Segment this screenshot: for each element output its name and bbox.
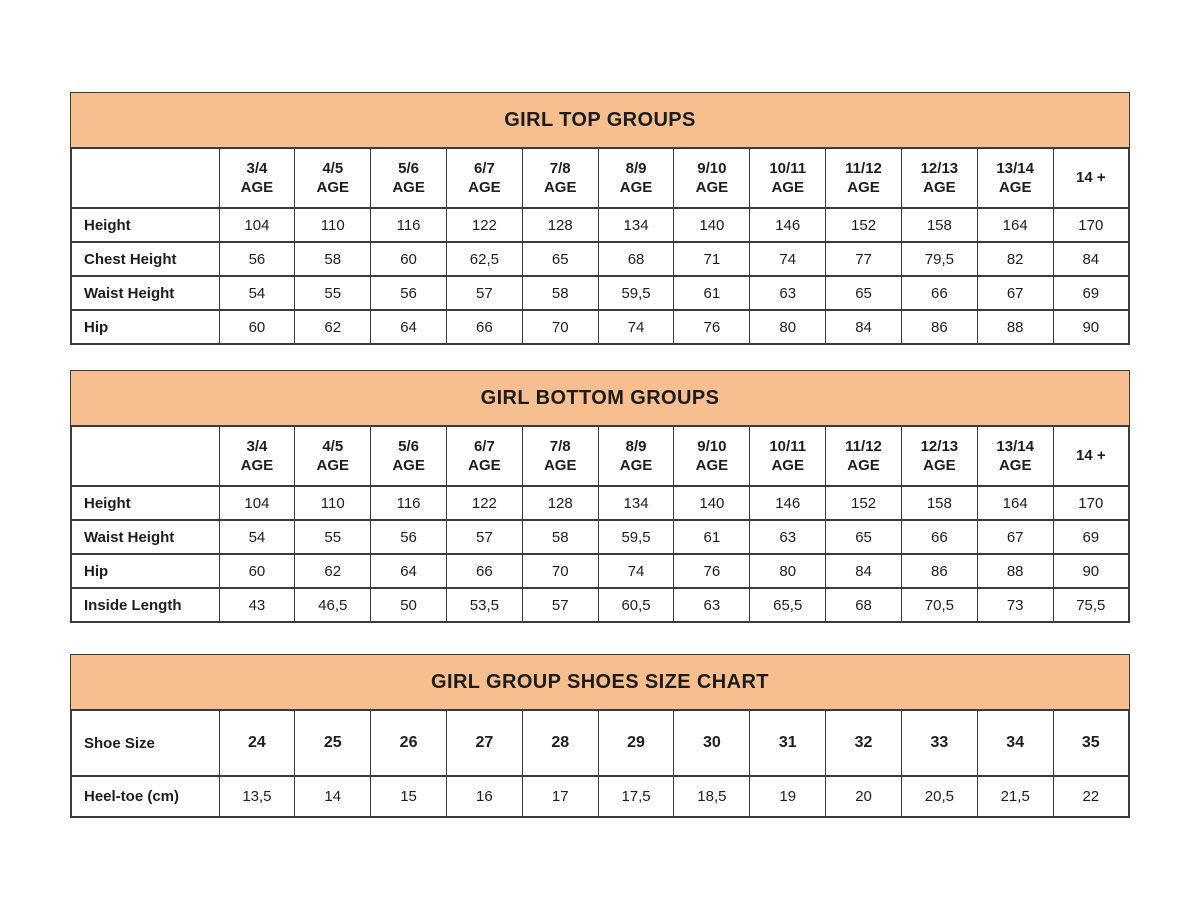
value-cell: 134 — [598, 486, 674, 520]
age-header-cell: 8/9 AGE — [598, 148, 674, 208]
value-cell: 62,5 — [446, 242, 522, 276]
value-cell: 62 — [295, 554, 371, 588]
value-cell: 90 — [1053, 310, 1129, 344]
age-header-row — [71, 148, 1129, 208]
value-cell: 90 — [1053, 554, 1129, 588]
value-cell: 86 — [901, 310, 977, 344]
value-cell: 82 — [977, 242, 1053, 276]
value-cell: 66 — [901, 520, 977, 554]
value-cell: 56 — [219, 242, 295, 276]
corner-cell — [71, 148, 219, 208]
value-cell: 59,5 — [598, 520, 674, 554]
age-header-cell: 9/10 AGE — [674, 426, 750, 486]
age-header-cell: 11/12 AGE — [826, 148, 902, 208]
age-header-cell: 12/13 AGE — [901, 426, 977, 486]
table-row — [71, 554, 1129, 588]
corner-cell — [71, 426, 219, 486]
value-cell: 32 — [826, 710, 902, 776]
value-cell: 24 — [219, 710, 295, 776]
age-header-cell: 13/14 AGE — [977, 426, 1053, 486]
value-cell: 77 — [826, 242, 902, 276]
value-cell: 17,5 — [598, 776, 674, 817]
table-row — [71, 208, 1129, 242]
value-cell: 58 — [295, 242, 371, 276]
value-cell: 58 — [522, 520, 598, 554]
value-cell: 56 — [371, 520, 447, 554]
value-cell: 65 — [522, 242, 598, 276]
value-cell: 57 — [522, 588, 598, 622]
value-cell: 88 — [977, 310, 1053, 344]
value-cell: 25 — [295, 710, 371, 776]
value-cell: 140 — [674, 486, 750, 520]
value-cell: 170 — [1053, 208, 1129, 242]
table-row — [71, 588, 1129, 622]
row-label: Shoe Size — [71, 710, 219, 776]
value-cell: 34 — [977, 710, 1053, 776]
value-cell: 66 — [901, 276, 977, 310]
value-cell: 31 — [750, 710, 826, 776]
value-cell: 128 — [522, 486, 598, 520]
value-cell: 116 — [371, 208, 447, 242]
value-cell: 33 — [901, 710, 977, 776]
value-cell: 74 — [750, 242, 826, 276]
value-cell: 68 — [598, 242, 674, 276]
table-row — [71, 310, 1129, 344]
value-cell: 59,5 — [598, 276, 674, 310]
table-row — [71, 486, 1129, 520]
value-cell: 164 — [977, 208, 1053, 242]
value-cell: 158 — [901, 486, 977, 520]
value-cell: 152 — [826, 208, 902, 242]
value-cell: 14 — [295, 776, 371, 817]
age-header-cell: 5/6 AGE — [371, 148, 447, 208]
value-cell: 69 — [1053, 520, 1129, 554]
value-cell: 57 — [446, 276, 522, 310]
value-cell: 63 — [674, 588, 750, 622]
value-cell: 86 — [901, 554, 977, 588]
value-cell: 30 — [674, 710, 750, 776]
value-cell: 62 — [295, 310, 371, 344]
value-cell: 28 — [522, 710, 598, 776]
row-label: Hip — [71, 554, 219, 588]
age-header-cell: 4/5 AGE — [295, 148, 371, 208]
row-label: Heel-toe (cm) — [71, 776, 219, 817]
table-row — [71, 276, 1129, 310]
table-row — [71, 520, 1129, 554]
value-cell: 13,5 — [219, 776, 295, 817]
age-header-cell: 12/13 AGE — [901, 148, 977, 208]
value-cell: 104 — [219, 486, 295, 520]
age-header-cell: 3/4 AGE — [219, 148, 295, 208]
value-cell: 43 — [219, 588, 295, 622]
value-cell: 26 — [371, 710, 447, 776]
age-header-cell: 11/12 AGE — [826, 426, 902, 486]
value-cell: 55 — [295, 520, 371, 554]
value-cell: 66 — [446, 310, 522, 344]
value-cell: 60 — [371, 242, 447, 276]
value-cell: 152 — [826, 486, 902, 520]
value-cell: 64 — [371, 554, 447, 588]
girl-shoes-size-table — [70, 709, 1130, 818]
value-cell: 74 — [598, 554, 674, 588]
value-cell: 65,5 — [750, 588, 826, 622]
value-cell: 21,5 — [977, 776, 1053, 817]
girl-top-groups-section — [70, 92, 1130, 345]
value-cell: 58 — [522, 276, 598, 310]
row-label: Chest Height — [71, 242, 219, 276]
value-cell: 67 — [977, 276, 1053, 310]
age-header-cell: 4/5 AGE — [295, 426, 371, 486]
age-header-cell: 3/4 AGE — [219, 426, 295, 486]
table-row — [71, 242, 1129, 276]
age-header-cell: 13/14 AGE — [977, 148, 1053, 208]
value-cell: 20 — [826, 776, 902, 817]
value-cell: 55 — [295, 276, 371, 310]
value-cell: 134 — [598, 208, 674, 242]
value-cell: 65 — [826, 276, 902, 310]
row-label: Height — [71, 208, 219, 242]
value-cell: 53,5 — [446, 588, 522, 622]
value-cell: 76 — [674, 310, 750, 344]
girl-shoes-size-section — [70, 654, 1130, 818]
value-cell: 128 — [522, 208, 598, 242]
value-cell: 140 — [674, 208, 750, 242]
value-cell: 70 — [522, 554, 598, 588]
value-cell: 20,5 — [901, 776, 977, 817]
value-cell: 88 — [977, 554, 1053, 588]
value-cell: 71 — [674, 242, 750, 276]
row-label: Height — [71, 486, 219, 520]
value-cell: 54 — [219, 520, 295, 554]
girl-bottom-groups-title: GIRL BOTTOM GROUPS — [70, 370, 1130, 425]
value-cell: 84 — [1053, 242, 1129, 276]
value-cell: 67 — [977, 520, 1053, 554]
value-cell: 70 — [522, 310, 598, 344]
value-cell: 65 — [826, 520, 902, 554]
value-cell: 15 — [371, 776, 447, 817]
value-cell: 50 — [371, 588, 447, 622]
value-cell: 158 — [901, 208, 977, 242]
table-row — [71, 710, 1129, 776]
age-header-cell: 6/7 AGE — [446, 148, 522, 208]
value-cell: 64 — [371, 310, 447, 344]
value-cell: 63 — [750, 520, 826, 554]
girl-bottom-groups-section — [70, 370, 1130, 623]
age-header-cell: 7/8 AGE — [522, 148, 598, 208]
value-cell: 79,5 — [901, 242, 977, 276]
girl-top-groups-title: GIRL TOP GROUPS — [70, 92, 1130, 147]
value-cell: 22 — [1053, 776, 1129, 817]
value-cell: 122 — [446, 486, 522, 520]
age-header-cell: 7/8 AGE — [522, 426, 598, 486]
value-cell: 46,5 — [295, 588, 371, 622]
row-label: Waist Height — [71, 520, 219, 554]
value-cell: 57 — [446, 520, 522, 554]
value-cell: 116 — [371, 486, 447, 520]
value-cell: 60 — [219, 554, 295, 588]
value-cell: 16 — [446, 776, 522, 817]
row-label: Inside Length — [71, 588, 219, 622]
value-cell: 110 — [295, 208, 371, 242]
value-cell: 19 — [750, 776, 826, 817]
girl-shoes-size-title: GIRL GROUP SHOES SIZE CHART — [70, 654, 1130, 709]
row-label: Hip — [71, 310, 219, 344]
value-cell: 18,5 — [674, 776, 750, 817]
value-cell: 170 — [1053, 486, 1129, 520]
girl-top-groups-table — [70, 147, 1130, 345]
value-cell: 35 — [1053, 710, 1129, 776]
age-header-row — [71, 426, 1129, 486]
age-header-cell: 8/9 AGE — [598, 426, 674, 486]
value-cell: 61 — [674, 520, 750, 554]
value-cell: 84 — [826, 554, 902, 588]
value-cell: 73 — [977, 588, 1053, 622]
value-cell: 76 — [674, 554, 750, 588]
value-cell: 84 — [826, 310, 902, 344]
value-cell: 63 — [750, 276, 826, 310]
age-header-cell: 9/10 AGE — [674, 148, 750, 208]
value-cell: 61 — [674, 276, 750, 310]
age-header-cell: 14 + — [1053, 426, 1129, 486]
value-cell: 66 — [446, 554, 522, 588]
girl-bottom-groups-table — [70, 425, 1130, 623]
value-cell: 122 — [446, 208, 522, 242]
age-header-cell: 5/6 AGE — [371, 426, 447, 486]
value-cell: 164 — [977, 486, 1053, 520]
value-cell: 75,5 — [1053, 588, 1129, 622]
value-cell: 27 — [446, 710, 522, 776]
age-header-cell: 14 + — [1053, 148, 1129, 208]
age-header-cell: 10/11 AGE — [750, 148, 826, 208]
value-cell: 69 — [1053, 276, 1129, 310]
value-cell: 146 — [750, 208, 826, 242]
value-cell: 54 — [219, 276, 295, 310]
table-row — [71, 776, 1129, 817]
value-cell: 80 — [750, 554, 826, 588]
value-cell: 74 — [598, 310, 674, 344]
value-cell: 60 — [219, 310, 295, 344]
age-header-cell: 10/11 AGE — [750, 426, 826, 486]
value-cell: 70,5 — [901, 588, 977, 622]
row-label: Waist Height — [71, 276, 219, 310]
value-cell: 29 — [598, 710, 674, 776]
value-cell: 17 — [522, 776, 598, 817]
value-cell: 110 — [295, 486, 371, 520]
value-cell: 146 — [750, 486, 826, 520]
value-cell: 60,5 — [598, 588, 674, 622]
value-cell: 80 — [750, 310, 826, 344]
value-cell: 104 — [219, 208, 295, 242]
value-cell: 56 — [371, 276, 447, 310]
value-cell: 68 — [826, 588, 902, 622]
age-header-cell: 6/7 AGE — [446, 426, 522, 486]
